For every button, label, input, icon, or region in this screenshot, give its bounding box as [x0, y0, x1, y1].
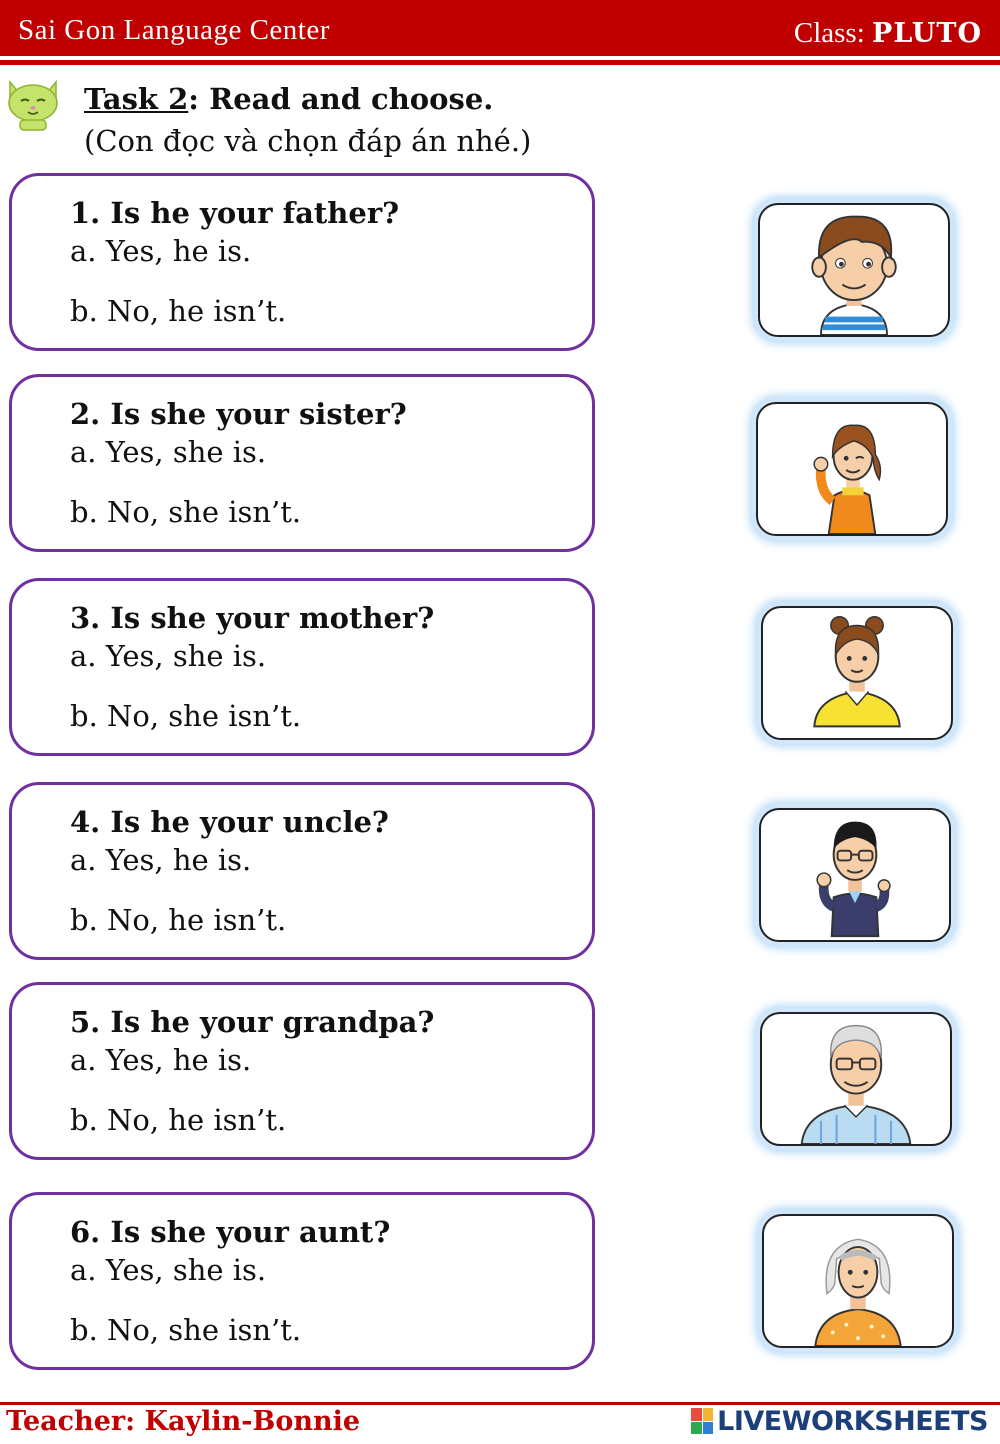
header-divider	[0, 60, 1000, 65]
teacher-name: Teacher: Kaylin-Bonnie	[6, 1406, 361, 1437]
option-b[interactable]: b. No, he isn’t.	[70, 294, 287, 328]
option-b[interactable]: b. No, she isn’t.	[70, 1313, 302, 1347]
question-box-4	[9, 782, 595, 960]
option-b[interactable]: b. No, she isn’t.	[70, 495, 302, 529]
question-box-1	[9, 173, 595, 351]
question-box-3	[9, 578, 595, 756]
header-bar	[0, 0, 1000, 56]
question-text: 1. Is he your father?	[70, 196, 400, 230]
option-a[interactable]: a. Yes, she is.	[70, 639, 267, 673]
option-a[interactable]: a. Yes, she is.	[70, 1253, 267, 1287]
task-title-rest: : Read and choose.	[188, 82, 494, 116]
girl-ok-gesture-picture	[756, 402, 948, 536]
boy-picture	[758, 203, 950, 337]
option-a[interactable]: a. Yes, he is.	[70, 1043, 252, 1077]
option-a[interactable]: a. Yes, he is.	[70, 234, 252, 268]
question-text: 3. Is she your mother?	[70, 601, 435, 635]
question-text: 5. Is he your grandpa?	[70, 1005, 435, 1039]
woman-yellow-sweater-picture	[761, 606, 953, 740]
option-b[interactable]: b. No, he isn’t.	[70, 903, 287, 937]
liveworksheets-logo	[691, 1404, 988, 1438]
task-subtitle: (Con đọc và chọn đáp án nhé.)	[84, 124, 532, 158]
question-text: 4. Is he your uncle?	[70, 805, 389, 839]
grandfather-picture	[760, 1012, 952, 1146]
option-a[interactable]: a. Yes, she is.	[70, 435, 267, 469]
option-b[interactable]: b. No, she isn’t.	[70, 699, 302, 733]
task-label: Task 2	[84, 82, 189, 116]
option-b[interactable]: b. No, he isn’t.	[70, 1103, 287, 1137]
class-value: PLUTO	[872, 18, 982, 49]
task-title	[84, 82, 493, 116]
man-glasses-thumbs-up-picture	[759, 808, 951, 942]
question-text: 2. Is she your sister?	[70, 397, 407, 431]
grandmother-picture	[762, 1214, 954, 1348]
question-text: 6. Is she your aunt?	[70, 1215, 391, 1249]
option-a[interactable]: a. Yes, he is.	[70, 843, 252, 877]
question-box-5	[9, 982, 595, 1160]
brand-text: LIVEWORKSHEETS	[717, 1405, 988, 1437]
class-label	[794, 17, 982, 50]
question-box-6	[9, 1192, 595, 1370]
liveworksheets-icon	[691, 1408, 713, 1434]
center-name: Sai Gon Language Center	[18, 14, 330, 46]
cat-icon	[4, 74, 62, 132]
class-label-text: Class:	[793, 17, 873, 49]
question-box-2	[9, 374, 595, 552]
